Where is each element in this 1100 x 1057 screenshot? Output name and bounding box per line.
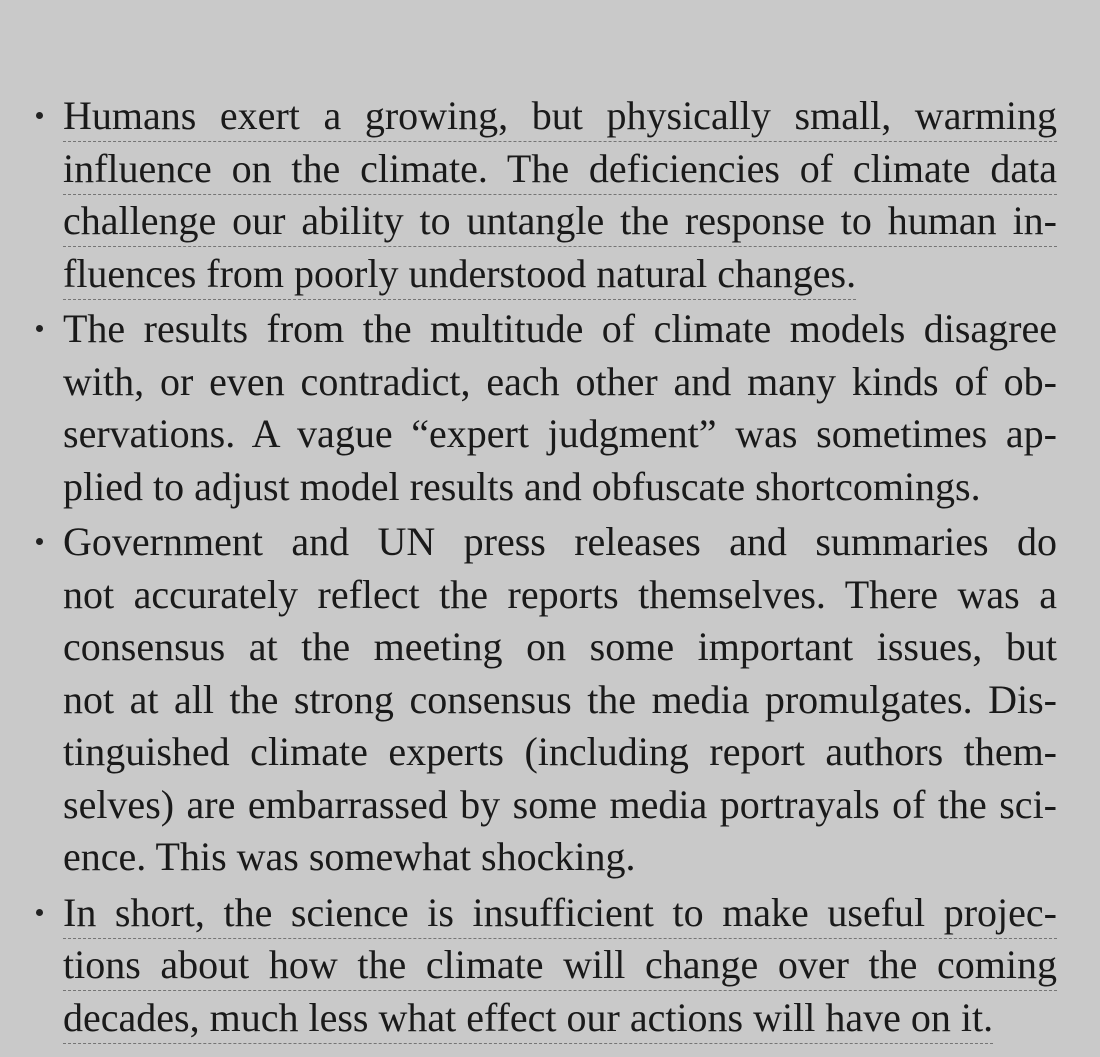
text-line: consensus at the meeting on some important issues, but bbox=[63, 624, 1057, 669]
text-line: ence. This was somewhat shocking. bbox=[63, 834, 636, 879]
bullet-dot-icon bbox=[36, 909, 43, 916]
link-text-line[interactable]: decades, much less what effect our actions will have on it. bbox=[63, 994, 994, 1040]
link-text-line[interactable]: In short, the science is insufficient to make useful projec- bbox=[63, 889, 1057, 935]
text-line: Government and UN press releases and summaries do bbox=[63, 519, 1057, 564]
bullet-list bbox=[63, 90, 1057, 1047]
list-item bbox=[63, 90, 1057, 300]
list-item bbox=[63, 887, 1057, 1045]
bullet-dot-icon bbox=[36, 112, 43, 119]
link-text-line[interactable]: influence on the climate. The deficiencies of climate data bbox=[63, 145, 1057, 191]
bullet-dot-icon bbox=[36, 325, 43, 332]
text-line: tinguished climate experts (including report authors them- bbox=[63, 729, 1057, 774]
link-text-line[interactable]: Humans exert a growing, but physically small, warming bbox=[63, 93, 1057, 138]
text-line: not accurately reflect the reports themselves. There was a bbox=[63, 571, 1057, 617]
text-line: servations. A vague “expert judgment” was sometimes ap- bbox=[63, 411, 1057, 456]
link-text-line[interactable]: fluences from poorly understood natural changes. bbox=[63, 250, 857, 296]
text-line: not at all the strong consensus the media promulgates. Dis- bbox=[63, 676, 1057, 722]
text-line: with, or even contradict, each other and many kinds of ob- bbox=[63, 358, 1057, 404]
link-text-line[interactable]: tions about how the climate will change over the coming bbox=[63, 942, 1057, 987]
text-line: selves) are embarrassed by some media portrayals of the sci- bbox=[63, 781, 1057, 827]
bullet-dot-icon bbox=[36, 538, 43, 545]
text-line: plied to adjust model results and obfuscate shortcomings. bbox=[63, 463, 981, 509]
list-item bbox=[63, 516, 1057, 884]
link-text-line[interactable]: challenge our ability to untangle the response to human in- bbox=[63, 198, 1057, 243]
text-line: The results from the multitude of climate models disagree bbox=[63, 306, 1057, 351]
list-item bbox=[63, 303, 1057, 513]
